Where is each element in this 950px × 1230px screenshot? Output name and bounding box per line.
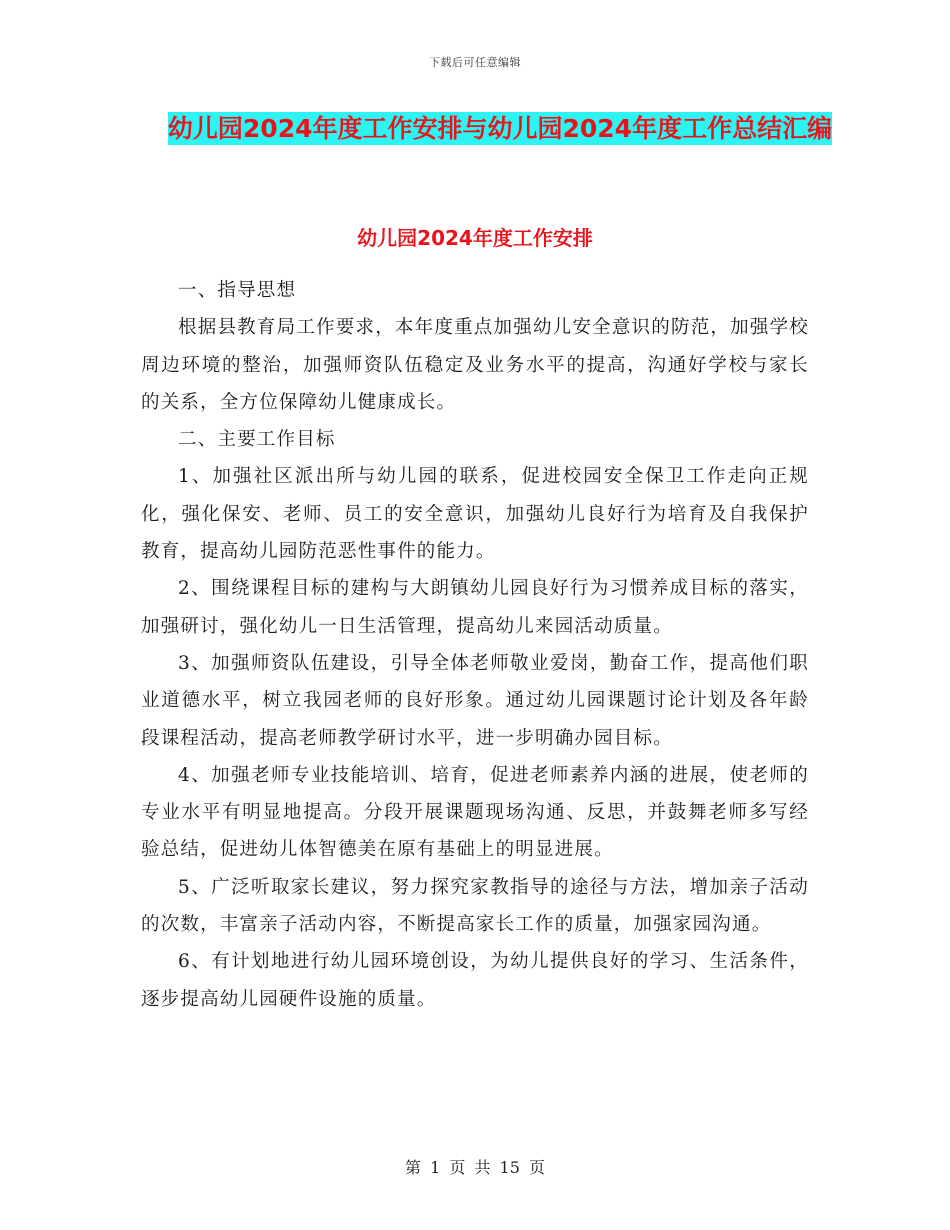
- paragraph: 6、有计划地进行幼儿园环境创设，为幼儿提供良好的学习、生活条件，逐步提高幼儿园硬件设施的质量。: [141, 951, 809, 1010]
- header-note: 下载后可任意编辑: [429, 56, 521, 69]
- paragraph: 1、加强社区派出所与幼儿园的联系，促进校园安全保卫工作走向正规化，强化保安、老师、员工的安全意识，加强幼儿良好行为培育及自我保护教育，提高幼儿园防范恶性事件的能力。: [141, 466, 809, 563]
- page-number-footer: 第 1 页 共 15 页: [405, 1158, 545, 1177]
- section-title: 幼儿园2024年度工作安排: [357, 226, 593, 250]
- document-title-text: 幼儿园2024年度工作安排与幼儿园2024年度工作总结汇编: [167, 114, 833, 143]
- paragraph: 4、加强老师专业技能培训、培育，促进老师素养内涵的进展，使老师的专业水平有明显地提高。分段开展课题现场沟通、反思，并鼓舞老师多写经验总结，促进幼儿体智德美在原有基础上的明显进展。: [141, 764, 809, 861]
- heading-guiding-ideology: 一、指导思想: [178, 280, 297, 301]
- paragraph: 3、加强师资队伍建设，引导全体老师敬业爱岗，勤奋工作，提高他们职业道德水平，树立我园老师的良好形象。通过幼儿园课题讨论计划及各年龄段课程活动，提高老师教学研讨水平，进一步明确办园目标。: [141, 652, 809, 749]
- heading-main-goals: 二、主要工作目标: [178, 429, 336, 451]
- document-body: [141, 272, 809, 1018]
- paragraph: 根据县教育局工作要求，本年度重点加强幼儿安全意识的防范，加强学校周边环境的整治，加强师资队伍稳定及业务水平的提高，沟通好学校与家长的关系，全方位保障幼儿健康成长。: [141, 317, 809, 413]
- paragraph: 2、围绕课程目标的建构与大朗镇幼儿园良好行为习惯养成目标的落实，加强研讨，强化幼儿一日生活管理，提高幼儿来园活动质量。: [141, 578, 809, 637]
- paragraph: 5、广泛听取家长建议，努力探究家教指导的途径与方法，增加亲子活动的次数，丰富亲子活动内容，不断提高家长工作的质量，加强家园沟通。: [141, 876, 809, 936]
- document-title: [150, 104, 850, 154]
